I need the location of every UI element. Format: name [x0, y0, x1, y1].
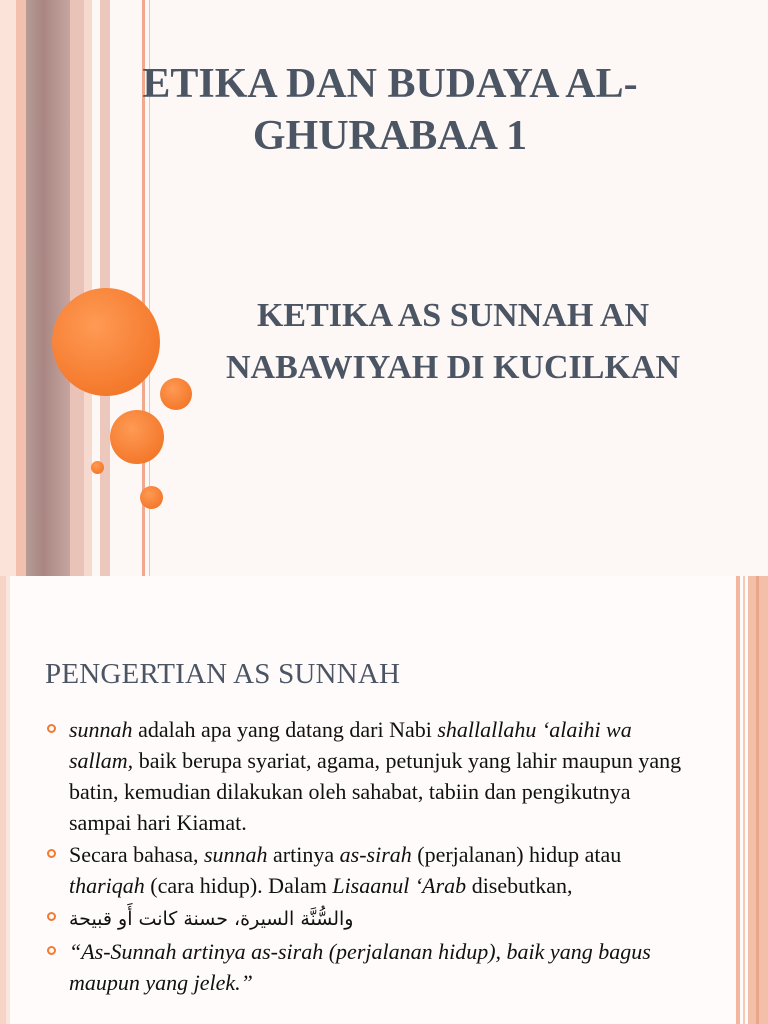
decorative-band: [70, 0, 84, 576]
text-span: (perjalanan) hidup atau: [411, 842, 622, 867]
list-item: [47, 839, 687, 901]
decorative-band: [0, 0, 16, 576]
list-item: [47, 902, 687, 935]
text-span: disebutkan,: [466, 873, 573, 898]
term-lisaanul-arab: Lisaanul ‘Arab: [332, 873, 467, 898]
section-heading: PENGERTIAN AS SUNNAH: [45, 658, 401, 690]
slide-title: ETIKA DAN BUDAYA AL-GHURABAA 1: [142, 61, 638, 159]
term-alaihi-wa-sallam: ‘alaihi wa sallam,: [69, 717, 632, 773]
orange-circle-decoration: [91, 461, 104, 474]
orange-circle-decoration: [140, 486, 163, 509]
decorative-band: [756, 576, 759, 1024]
text-span: (cara hidup). Dalam: [144, 873, 333, 898]
term-as-sirah: as-sirah: [339, 842, 412, 867]
decorative-band: [26, 0, 70, 576]
bullet-circle-icon: [47, 946, 56, 955]
bullet-circle-icon: [47, 724, 56, 733]
text-span: Secara bahasa,: [69, 842, 204, 867]
term-sunnah: sunnah: [203, 842, 268, 867]
translation-quote: “As-Sunnah artinya as-sirah (perjalanan hidup), baik yang bagus maupun yang jelek.”: [69, 939, 651, 995]
arabic-quote: والسُّنَّة السيرة، حسنة كانت أَو قبيحة: [69, 908, 354, 930]
bullet-circle-icon: [47, 849, 56, 858]
orange-circle-decoration: [160, 378, 192, 410]
decorative-band: [743, 576, 745, 1024]
list-item: [47, 714, 687, 838]
decorative-band: [84, 0, 92, 576]
list-item: [47, 936, 687, 998]
slide-subtitle: KETIKA AS SUNNAH AN NABAWIYAH DI KUCILKAN: [225, 297, 681, 386]
bullet-list: [47, 714, 687, 999]
decorative-band: [736, 576, 740, 1024]
decorative-band: [6, 576, 10, 1024]
term-shallallahu: shallallahu: [437, 717, 537, 742]
term-thariqah: thariqah: [69, 873, 145, 898]
text-span: adalah apa yang datang dari Nabi: [132, 717, 438, 742]
text-span: baik berupa syariat, agama, petunjuk yang lahir maupun yang batin, kemudian dilakukan oleh sahabat, tabiin dan pengikutnya sampai hari Kiamat.: [69, 748, 682, 835]
decorative-band: [16, 0, 26, 576]
orange-circle-decoration: [110, 410, 164, 464]
content-slide: [0, 576, 768, 1024]
text-span: artinya: [267, 842, 340, 867]
term-sunnah: sunnah: [69, 717, 133, 742]
bullet-circle-icon: [47, 912, 56, 921]
orange-circle-decoration: [52, 288, 160, 396]
